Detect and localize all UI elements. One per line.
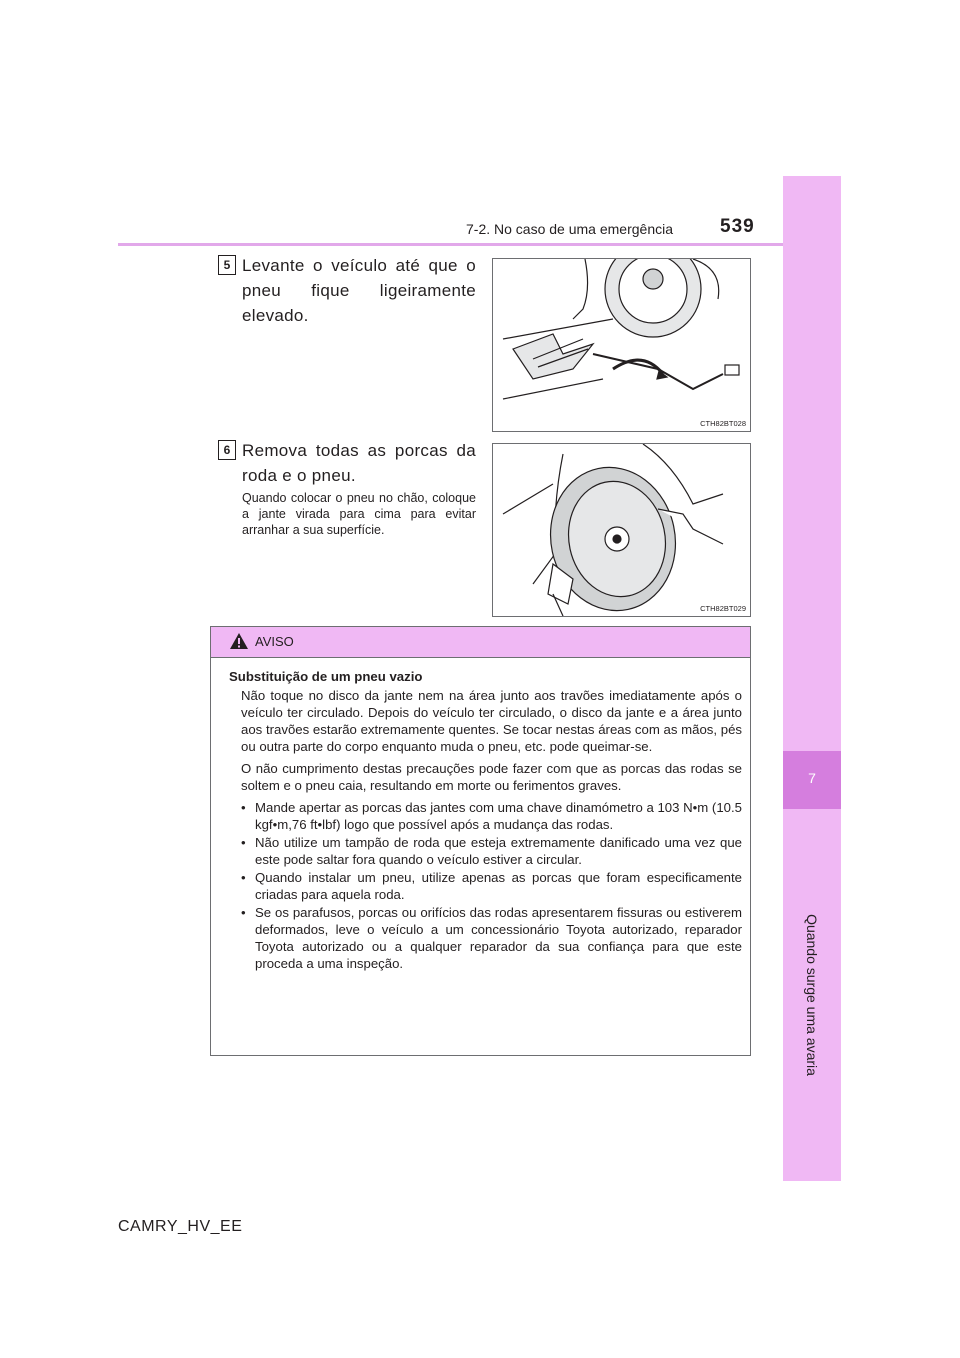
jack-lifting-drawing (493, 259, 750, 431)
warning-label: AVISO (255, 634, 294, 649)
wheel-removal-illustration (492, 443, 751, 617)
list-item: • Se os parafusos, porcas ou orifícios das rodas apresentarem fissuras ou estiverem deformados, leve o veículo a um concessionário Toyota autorizado, reparador Toyota autorizado ou a qualquer reparador da sua confiança para que este proceda a uma inspeção. (241, 904, 742, 972)
page-number: 539 (720, 216, 755, 237)
list-item: • Não utilize um tampão de roda que esteja extremamente danificado uma vez que este pode saltar fora quando o veículo estiver a circular. (241, 834, 742, 868)
list-item: • Quando instalar um pneu, utilize apenas as porcas que foram especificamente criadas para aquela roda. (241, 869, 742, 903)
warning-triangle-icon (229, 632, 249, 655)
figure-code: CTH82BT028 (700, 419, 746, 428)
warning-header (211, 627, 750, 658)
chapter-tab-background (783, 176, 841, 751)
chapter-title: Quando surge uma avaria (804, 914, 820, 1076)
header-divider (118, 243, 783, 246)
step-instruction: Levante o veículo até que o pneu fique ligeiramente elevado. (242, 256, 476, 325)
list-item: • Mande apertar as porcas das jantes com uma chave dinamómetro a 103 N•m (10.5 kgf•m,76 ft•lbf) logo que possível após a mudança das rodas. (241, 799, 742, 833)
section-title: 7-2. No caso de uma emergência (466, 221, 673, 237)
model-code: CAMRY_HV_EE (118, 1218, 243, 1235)
figure-code: CTH82BT029 (700, 604, 746, 613)
warning-box (210, 626, 751, 1056)
step-note: Quando colocar o pneu no chão, coloque a jante virada para cima para evitar arranhar a sua superfície. (242, 491, 476, 537)
step-number-badge: 6 (218, 440, 236, 460)
jack-illustration (492, 258, 751, 432)
warning-list (241, 799, 742, 972)
warning-paragraph: O não cumprimento destas precauções pode fazer com que as porcas das rodas se soltem e o pneu caia, resultando em morte ou ferimentos graves. (241, 761, 742, 793)
warning-paragraph: Não toque no disco da jante nem na área junto aos travões imediatamente após o veículo ter circulado. Depois do veículo ter circulado, o disco da jante e a área junto aos travões estarão extremamente quentes. Se tocar nestas áreas com as mãos, pés ou outra parte do corpo enquanto muda o pneu, etc. pode queimar-se. (241, 688, 742, 754)
chapter-number: 7 (808, 770, 816, 786)
warning-subheading: Substituição de um pneu vazio (229, 669, 423, 684)
warning-body (211, 658, 750, 972)
wheel-removal-drawing (493, 444, 750, 616)
step-instruction: Remova todas as porcas da roda e o pneu. (242, 441, 476, 485)
step-number-badge: 5 (218, 255, 236, 275)
